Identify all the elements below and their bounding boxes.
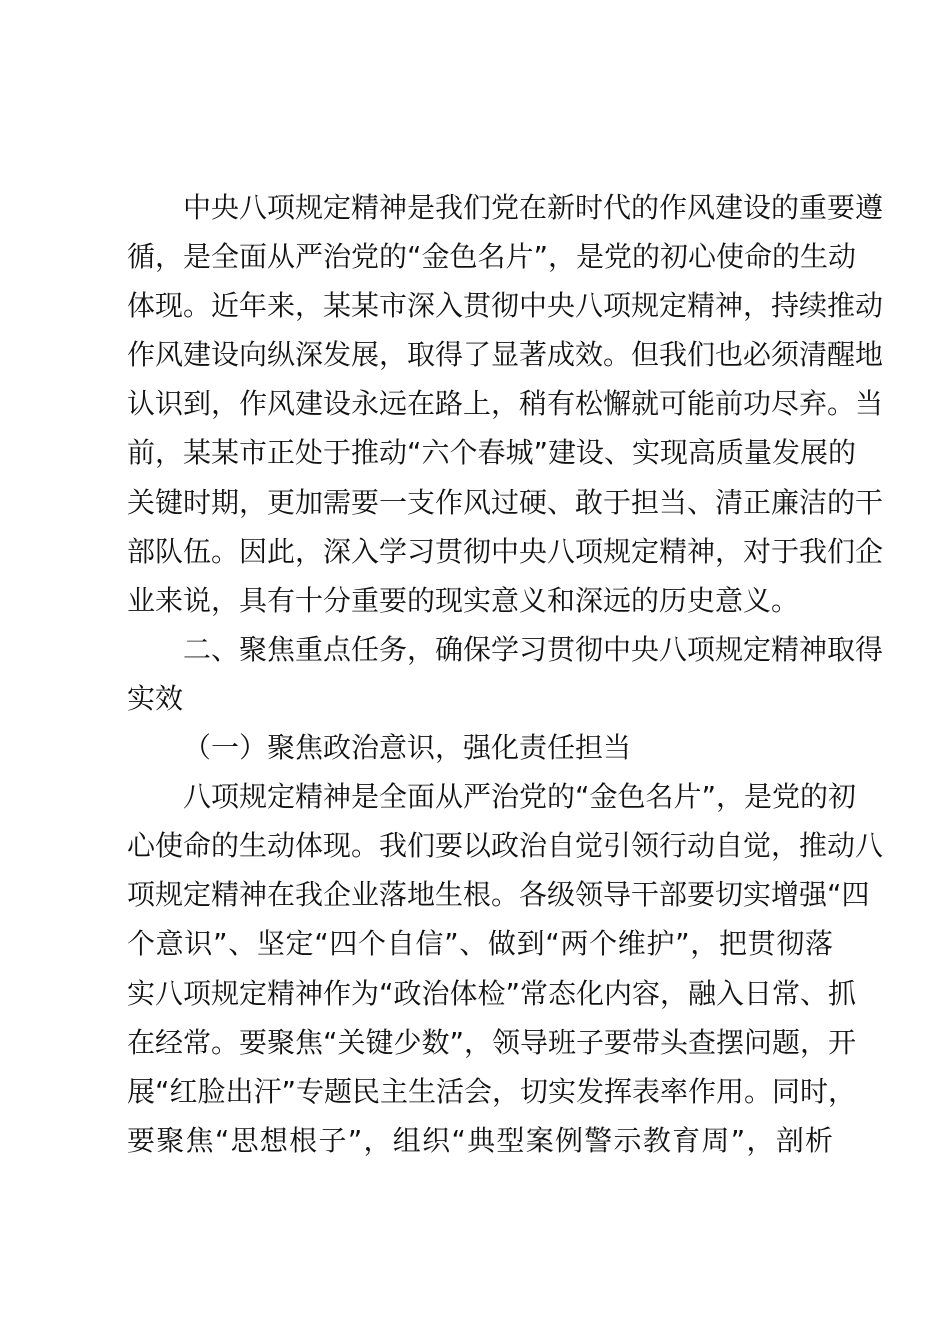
paragraph-line: 前，某某市正处于推动“六个春城”建设、实现高质量发展的 xyxy=(127,436,857,470)
section-heading xyxy=(127,625,884,723)
paragraph-line: 循，是全面从严治党的“金色名片”，是党的初心使命的生动 xyxy=(127,240,857,274)
body-paragraph xyxy=(127,772,884,1165)
paragraph-line: 实八项规定精神作为“政治体检”常态化内容，融入日常、抓 xyxy=(127,976,857,1010)
paragraph-line: 部队伍。因此，深入学习贯彻中央八项规定精神，对于我们企 xyxy=(127,534,884,568)
paragraph-line: 项规定精神在我企业落地生根。各级领导干部要切实增强“四 xyxy=(127,878,870,912)
paragraph-line: 认识到，作风建设永远在路上，稍有松懈就可能前功尽弃。当 xyxy=(127,387,884,421)
paragraph-line: 个意识”、坚定“四个自信”、做到“两个维护”，把贯彻落 xyxy=(127,927,833,961)
paragraph-line: 体现。近年来，某某市深入贯彻中央八项规定精神，持续推动 xyxy=(127,289,884,323)
paragraph-line: 在经常。要聚焦“关键少数”，领导班子要带头查摆问题，开 xyxy=(127,1025,857,1059)
document-body xyxy=(127,183,884,1165)
paragraph-line: 心使命的生动体现。我们要以政治自觉引领行动自觉，推动八 xyxy=(127,829,884,863)
section-heading-line: 二、聚焦重点任务，确保学习贯彻中央八项规定精神取得 xyxy=(183,632,884,666)
paragraph-line: 要聚焦“思想根子”，组织“典型案例警示教育周”，剖析 xyxy=(127,1123,833,1157)
paragraph-line: 作风建设向纵深发展，取得了显著成效。但我们也必须清醒地 xyxy=(127,338,884,372)
paragraph-line: 展“红脸出汗”专题民主生活会，切实发挥表率作用。同时， xyxy=(127,1074,857,1108)
paragraph-line: 关键时期，更加需要一支作风过硬、敢于担当、清正廉洁的干 xyxy=(127,485,884,519)
subsection-heading xyxy=(127,723,833,772)
subsection-heading-text: （一）聚焦政治意识，强化责任担当 xyxy=(183,731,632,765)
paragraph-line: 八项规定精神是全面从严治党的“金色名片”，是党的初 xyxy=(183,780,857,814)
paragraph-line: 业来说，具有十分重要的现实意义和深远的历史意义。 xyxy=(127,583,800,617)
intro-paragraph xyxy=(127,183,884,625)
paragraph-line: 中央八项规定精神是我们党在新时代的作风建设的重要遵 xyxy=(183,191,884,224)
section-heading-line: 实效 xyxy=(127,681,184,715)
